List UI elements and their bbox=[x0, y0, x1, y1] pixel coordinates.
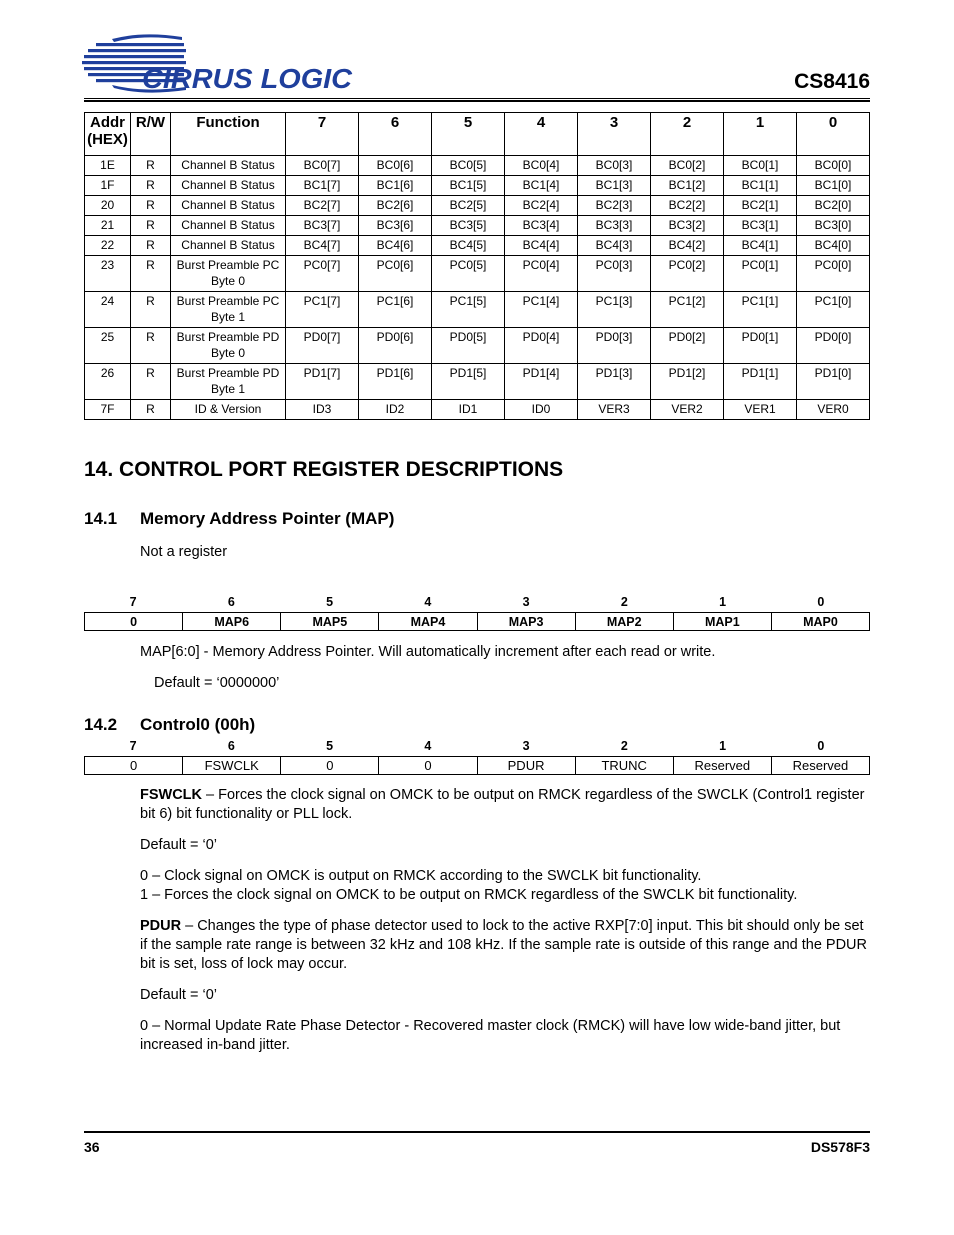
bit-cell: PC0[1] bbox=[724, 256, 797, 292]
bit-cell: BC1[4] bbox=[505, 176, 578, 196]
column-header: 1 bbox=[724, 113, 797, 156]
bit-cell: BC3[4] bbox=[505, 216, 578, 236]
rw-cell: R bbox=[131, 328, 171, 364]
bit-cell: BC1[3] bbox=[578, 176, 651, 196]
bit-field: 0 bbox=[281, 757, 379, 775]
bit-field: 0 bbox=[85, 613, 183, 631]
column-header: 6 bbox=[359, 113, 432, 156]
bit-number: 2 bbox=[620, 739, 628, 753]
address-cell: 20 bbox=[85, 196, 131, 216]
bit-cell: BC0[7] bbox=[286, 156, 359, 176]
function-cell: Channel B Status bbox=[171, 156, 286, 176]
bit-number: 5 bbox=[326, 595, 334, 609]
function-cell: Channel B Status bbox=[171, 196, 286, 216]
pdur-description bbox=[140, 917, 870, 974]
bit-cell: BC0[4] bbox=[505, 156, 578, 176]
bit-cell: ID3 bbox=[286, 400, 359, 420]
fswclk-default: Default = ‘0’ bbox=[140, 837, 217, 853]
subsection-title: Memory Address Pointer (MAP) bbox=[140, 509, 395, 528]
function-cell: Channel B Status bbox=[171, 176, 286, 196]
bit-cell: BC4[3] bbox=[578, 236, 651, 256]
logo-text: CIRRUS LOGIC bbox=[142, 63, 353, 94]
bit-cell: BC4[2] bbox=[651, 236, 724, 256]
bit-field-row bbox=[85, 757, 870, 775]
bit-cell: BC1[7] bbox=[286, 176, 359, 196]
function-cell: Burst Preamble PC Byte 0 bbox=[171, 256, 286, 292]
bit-cell: ID0 bbox=[505, 400, 578, 420]
function-cell: Burst Preamble PD Byte 1 bbox=[171, 364, 286, 400]
bit-field: MAP4 bbox=[379, 613, 477, 631]
column-header: 0 bbox=[797, 113, 870, 156]
bit-cell: BC1[1] bbox=[724, 176, 797, 196]
rw-cell: R bbox=[131, 256, 171, 292]
bit-cell: BC0[1] bbox=[724, 156, 797, 176]
bit-cell: BC0[6] bbox=[359, 156, 432, 176]
bit-cell: BC2[2] bbox=[651, 196, 724, 216]
bit-cell: BC4[4] bbox=[505, 236, 578, 256]
fswclk-option-1: 1 – Forces the clock signal on OMCK to be output on RMCK regardless of the SWCLK bit functionality. bbox=[140, 887, 798, 903]
bit-cell: BC1[2] bbox=[651, 176, 724, 196]
rw-cell: R bbox=[131, 400, 171, 420]
pdur-default: Default = ‘0’ bbox=[140, 987, 217, 1003]
bit-cell: PD0[6] bbox=[359, 328, 432, 364]
bit-cell: ID1 bbox=[432, 400, 505, 420]
fswclk-description bbox=[140, 786, 870, 824]
bit-cell: BC0[2] bbox=[651, 156, 724, 176]
bit-cell: PC1[0] bbox=[797, 292, 870, 328]
bit-number-row bbox=[84, 595, 870, 609]
bit-number: 6 bbox=[227, 595, 235, 609]
column-header: 7 bbox=[286, 113, 359, 156]
bit-cell: BC1[0] bbox=[797, 176, 870, 196]
bit-cell: BC4[7] bbox=[286, 236, 359, 256]
bit-cell: PD0[4] bbox=[505, 328, 578, 364]
bit-cell: BC2[1] bbox=[724, 196, 797, 216]
bit-cell: BC4[5] bbox=[432, 236, 505, 256]
bit-number-row bbox=[84, 739, 870, 753]
bit-field: FSWCLK bbox=[183, 757, 281, 775]
column-header: 4 bbox=[505, 113, 578, 156]
rw-cell: R bbox=[131, 196, 171, 216]
address-cell: 25 bbox=[85, 328, 131, 364]
bit-number: 3 bbox=[522, 595, 530, 609]
bit-number: 6 bbox=[227, 739, 235, 753]
bit-number: 7 bbox=[129, 739, 137, 753]
bit-field: Reserved bbox=[673, 757, 771, 775]
bit-cell: PD1[2] bbox=[651, 364, 724, 400]
table-header-row bbox=[85, 113, 870, 156]
bit-field: Reserved bbox=[771, 757, 869, 775]
bit-cell: PD1[1] bbox=[724, 364, 797, 400]
bit-field: MAP5 bbox=[281, 613, 379, 631]
bit-cell: BC3[1] bbox=[724, 216, 797, 236]
bit-cell: BC2[7] bbox=[286, 196, 359, 216]
cirrus-logic-logo bbox=[82, 33, 357, 95]
bit-cell: PC1[5] bbox=[432, 292, 505, 328]
bit-cell: ID2 bbox=[359, 400, 432, 420]
bit-number: 2 bbox=[620, 595, 628, 609]
bit-number: 4 bbox=[424, 595, 432, 609]
control0-bit-table bbox=[84, 756, 870, 775]
column-header: Addr (HEX) bbox=[85, 113, 131, 156]
bit-cell: PC0[6] bbox=[359, 256, 432, 292]
rw-cell: R bbox=[131, 156, 171, 176]
function-cell: Channel B Status bbox=[171, 216, 286, 236]
bit-field: 0 bbox=[379, 757, 477, 775]
bit-cell: BC2[4] bbox=[505, 196, 578, 216]
bit-number: 0 bbox=[817, 595, 825, 609]
bit-cell: VER1 bbox=[724, 400, 797, 420]
bit-cell: PC1[7] bbox=[286, 292, 359, 328]
bit-cell: BC0[5] bbox=[432, 156, 505, 176]
bit-cell: PC1[3] bbox=[578, 292, 651, 328]
bit-field: MAP6 bbox=[183, 613, 281, 631]
bit-field: MAP1 bbox=[673, 613, 771, 631]
bit-cell: BC2[6] bbox=[359, 196, 432, 216]
bit-cell: BC0[3] bbox=[578, 156, 651, 176]
bit-field: TRUNC bbox=[575, 757, 673, 775]
bit-field: MAP0 bbox=[771, 613, 869, 631]
bit-cell: BC3[3] bbox=[578, 216, 651, 236]
bit-cell: VER3 bbox=[578, 400, 651, 420]
bit-cell: BC3[2] bbox=[651, 216, 724, 236]
address-cell: 22 bbox=[85, 236, 131, 256]
address-cell: 24 bbox=[85, 292, 131, 328]
bit-cell: PC1[1] bbox=[724, 292, 797, 328]
function-cell: Burst Preamble PD Byte 0 bbox=[171, 328, 286, 364]
bit-cell: PD0[2] bbox=[651, 328, 724, 364]
table-row bbox=[85, 292, 870, 328]
register-summary-table bbox=[84, 112, 870, 420]
subsection-number: 14.1 bbox=[84, 509, 118, 528]
bit-cell: PC0[7] bbox=[286, 256, 359, 292]
bit-cell: BC2[0] bbox=[797, 196, 870, 216]
address-cell: 1E bbox=[85, 156, 131, 176]
bit-number: 7 bbox=[129, 595, 137, 609]
bit-cell: BC3[6] bbox=[359, 216, 432, 236]
bit-cell: BC3[7] bbox=[286, 216, 359, 236]
part-number: CS8416 bbox=[794, 70, 870, 93]
rw-cell: R bbox=[131, 292, 171, 328]
bit-field: PDUR bbox=[477, 757, 575, 775]
bit-number: 5 bbox=[326, 739, 334, 753]
bit-cell: PC1[6] bbox=[359, 292, 432, 328]
map-default: Default = ‘0000000’ bbox=[154, 675, 280, 691]
table-row bbox=[85, 256, 870, 292]
bit-cell: PD1[7] bbox=[286, 364, 359, 400]
subsection-heading-14-2 bbox=[84, 715, 255, 735]
bit-field-row bbox=[85, 613, 870, 631]
bit-field: MAP3 bbox=[477, 613, 575, 631]
column-header: 2 bbox=[651, 113, 724, 156]
function-cell: Channel B Status bbox=[171, 236, 286, 256]
table-row bbox=[85, 176, 870, 196]
address-cell: 23 bbox=[85, 256, 131, 292]
bit-cell: VER0 bbox=[797, 400, 870, 420]
bit-cell: BC4[1] bbox=[724, 236, 797, 256]
rw-cell: R bbox=[131, 364, 171, 400]
bit-number: 1 bbox=[719, 739, 727, 753]
bit-number: 4 bbox=[424, 739, 432, 753]
bit-cell: PD1[3] bbox=[578, 364, 651, 400]
function-cell: Burst Preamble PC Byte 1 bbox=[171, 292, 286, 328]
table-row bbox=[85, 400, 870, 420]
bit-number: 0 bbox=[817, 739, 825, 753]
bit-cell: PD0[5] bbox=[432, 328, 505, 364]
bit-cell: PC0[5] bbox=[432, 256, 505, 292]
bit-cell: PC1[4] bbox=[505, 292, 578, 328]
bit-cell: PC0[2] bbox=[651, 256, 724, 292]
bit-cell: BC0[0] bbox=[797, 156, 870, 176]
document-number: DS578F3 bbox=[810, 1139, 870, 1155]
bit-number: 3 bbox=[522, 739, 530, 753]
column-header: R/W bbox=[131, 113, 171, 156]
bit-cell: PD0[0] bbox=[797, 328, 870, 364]
subsection-title: Control0 (00h) bbox=[140, 715, 256, 734]
bit-number: 1 bbox=[719, 595, 727, 609]
table-row bbox=[85, 236, 870, 256]
table-row bbox=[85, 364, 870, 400]
address-cell: 7F bbox=[85, 400, 131, 420]
bit-cell: PC0[0] bbox=[797, 256, 870, 292]
column-header: 3 bbox=[578, 113, 651, 156]
rw-cell: R bbox=[131, 176, 171, 196]
bit-cell: PD0[7] bbox=[286, 328, 359, 364]
header-rule bbox=[84, 98, 870, 102]
page-number: 36 bbox=[84, 1139, 100, 1155]
bit-cell: BC2[3] bbox=[578, 196, 651, 216]
map-note: Not a register bbox=[140, 544, 228, 560]
column-header: 5 bbox=[432, 113, 505, 156]
table-row bbox=[85, 328, 870, 364]
bit-cell: BC4[6] bbox=[359, 236, 432, 256]
bit-cell: BC3[0] bbox=[797, 216, 870, 236]
bit-cell: BC1[5] bbox=[432, 176, 505, 196]
address-cell: 26 bbox=[85, 364, 131, 400]
rw-cell: R bbox=[131, 216, 171, 236]
bit-cell: BC1[6] bbox=[359, 176, 432, 196]
bit-cell: BC4[0] bbox=[797, 236, 870, 256]
column-header: Function bbox=[171, 113, 286, 156]
table-row bbox=[85, 216, 870, 236]
bit-field: MAP2 bbox=[575, 613, 673, 631]
pdur-option-0: 0 – Normal Update Rate Phase Detector - Recovered master clock (RMCK) will have low wide-band jitter, but increased in-band jitter. bbox=[140, 1018, 841, 1053]
address-cell: 1F bbox=[85, 176, 131, 196]
bit-cell: VER2 bbox=[651, 400, 724, 420]
bit-cell: PD0[1] bbox=[724, 328, 797, 364]
subsection-number: 14.2 bbox=[84, 715, 118, 734]
table-row bbox=[85, 196, 870, 216]
table-row bbox=[85, 156, 870, 176]
pdur-text: – Changes the type of phase detector used to lock to the active RXP[7:0] input. This bit should only be set if the sample rate range is between 32 kHz and 108 kHz. If the sample rate is outside of this range and the PDUR bit is set, loss of lock may occur. bbox=[140, 918, 868, 972]
footer-rule bbox=[84, 1131, 870, 1133]
address-cell: 21 bbox=[85, 216, 131, 236]
bit-cell: PD1[6] bbox=[359, 364, 432, 400]
subsection-heading-14-1 bbox=[84, 509, 394, 529]
bit-cell: PC0[4] bbox=[505, 256, 578, 292]
bit-cell: PD1[4] bbox=[505, 364, 578, 400]
bit-cell: BC3[5] bbox=[432, 216, 505, 236]
rw-cell: R bbox=[131, 236, 171, 256]
pdur-name: PDUR bbox=[140, 918, 182, 934]
fswclk-option-0: 0 – Clock signal on OMCK is output on RMCK according to the SWCLK bit functionality. bbox=[140, 868, 702, 884]
fswclk-name: FSWCLK bbox=[140, 787, 203, 803]
bit-cell: PD1[0] bbox=[797, 364, 870, 400]
section-heading: 14. CONTROL PORT REGISTER DESCRIPTIONS bbox=[84, 458, 564, 481]
bit-cell: PD1[5] bbox=[432, 364, 505, 400]
bit-field: 0 bbox=[85, 757, 183, 775]
map-bit-table bbox=[84, 612, 870, 631]
bit-cell: PC1[2] bbox=[651, 292, 724, 328]
bit-cell: PD0[3] bbox=[578, 328, 651, 364]
fswclk-text: – Forces the clock signal on OMCK to be output on RMCK regardless of the SWCLK (Control1 register bit 6) bit functionality or PLL lock. bbox=[140, 787, 865, 822]
bit-cell: BC2[5] bbox=[432, 196, 505, 216]
map-description: MAP[6:0] - Memory Address Pointer. Will automatically increment after each read or write. bbox=[140, 644, 716, 660]
bit-cell: PC0[3] bbox=[578, 256, 651, 292]
function-cell: ID & Version bbox=[171, 400, 286, 420]
